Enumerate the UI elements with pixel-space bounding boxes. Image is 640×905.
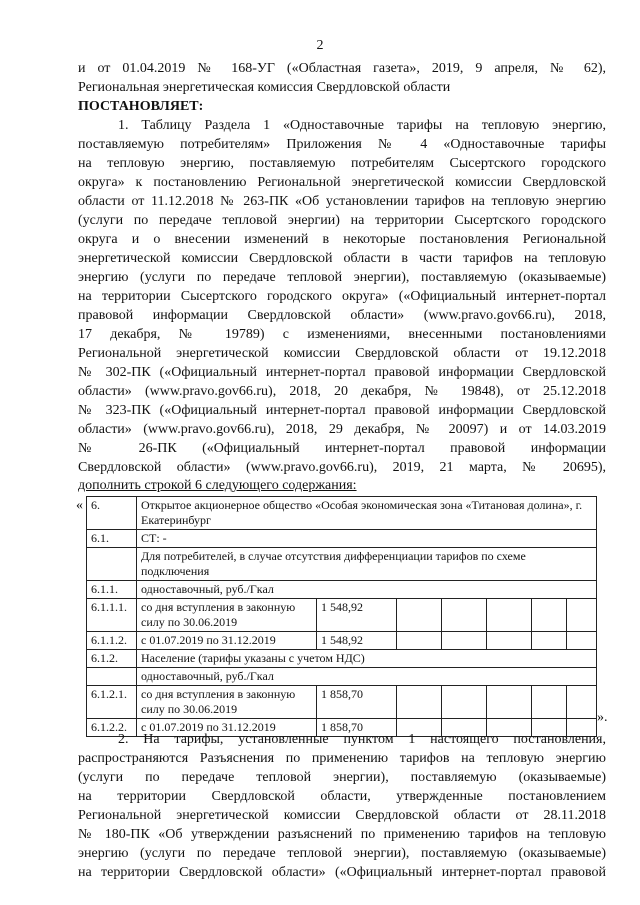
- row-number: 6.: [87, 497, 137, 530]
- text-line: дополнить строкой 6 следующего содержания:: [78, 478, 357, 493]
- text-line: области» (www.pravo.gov66.ru), 2018, 29 декабря, № 20097) и от 14.03.2019: [78, 422, 606, 437]
- quote-close: ».: [597, 710, 608, 725]
- period-cell: с 01.07.2019 по 31.12.2019: [137, 632, 317, 650]
- text-line: 1. Таблицу Раздела 1 «Одноставочные тарифы на тепловую энергию,: [118, 118, 606, 133]
- quote-open: «: [76, 498, 83, 513]
- period-cell: со дня вступления в законную силу по 30.06.2019: [137, 686, 317, 719]
- row-number: 6.1.1.2.: [87, 632, 137, 650]
- text-line: Региональной энергетической комиссии Свердловской области от 28.11.2018: [78, 808, 606, 823]
- text-line: на тепловую энергию, поставляемую потребителям Сысертского городского: [78, 156, 606, 171]
- text-line: 17 декабря, № 19789) с изменениями, внесенными постановлениями: [78, 327, 606, 342]
- text-line: Свердловской области» (www.pravo.gov66.ru), 2019, 21 марта, № 20695),: [78, 460, 606, 475]
- row-number: 6.1.1.1.: [87, 599, 137, 632]
- table-row: [87, 668, 597, 686]
- row-number: 6.1.1.: [87, 581, 137, 599]
- text-line: поставляемую потребителям» Приложения № 4 «Одноставочные тарифы: [78, 137, 606, 152]
- text-line: на территории Свердловской области» («Официальный интернет-портал правовой: [78, 865, 606, 880]
- table-row: [87, 530, 597, 548]
- table-row: [87, 650, 597, 668]
- text-line: Региональная энергетическая комиссия Свердловской области: [78, 80, 451, 95]
- text-line: Региональной энергетической комиссии Свердловской области от 19.12.2018: [78, 346, 606, 361]
- text-line: № 323-ПК («Официальный интернет-портал правовой информации Свердловской: [78, 403, 606, 418]
- text-line: на территории Сысертского городского округа» («Официальный интернет-портал: [78, 289, 606, 304]
- text-line: на территории Свердловской области, утвержденные постановлением: [78, 789, 606, 804]
- tariff-value-cell: 1 548,92: [317, 632, 397, 650]
- row-number: 6.1.2.1.: [87, 686, 137, 719]
- row-number: 6.1.2.2.: [87, 719, 137, 737]
- tariff-value-cell: 1 858,70: [317, 719, 397, 737]
- text-line: области» (www.pravo.gov66.ru), 2018, 20 декабря, № 19848), от 25.12.2018: [78, 384, 606, 399]
- text-line: правовой информации Свердловской области» (www.pravo.gov66.ru), 2018,: [78, 308, 606, 323]
- table-row: [87, 581, 597, 599]
- page-number: 2: [316, 38, 324, 53]
- text-line: округа» к постановлению Региональной энергетической комиссии Свердловской: [78, 175, 606, 190]
- row-number: 6.1.: [87, 530, 137, 548]
- table-row: [87, 548, 597, 581]
- table-row: [87, 686, 597, 719]
- text-line: области от 11.12.2018 № 263-ПК «Об установлении тарифов на тепловую энергию: [78, 194, 606, 209]
- row-number: 6.1.2.: [87, 650, 137, 668]
- period-cell: со дня вступления в законную силу по 30.06.2019: [137, 599, 317, 632]
- tariff-type-cell: одноставочный, руб./Гкал: [137, 668, 597, 686]
- tariff-value-cell: 1 858,70: [317, 686, 397, 719]
- resolution-heading: ПОСТАНОВЛЯЕТ:: [78, 99, 204, 114]
- text-line: энергетической комиссии Свердловской области в части тарифов на тепловую: [78, 251, 606, 266]
- period-cell: с 01.07.2019 по 31.12.2019: [137, 719, 317, 737]
- text-line: энергию (услуги по передаче тепловой энергии), поставляемую (оказываемые): [78, 846, 606, 861]
- table-row: [87, 497, 597, 530]
- text-line: и от 01.04.2019 № 168-УГ («Областная газета», 2019, 9 апреля, № 62),: [78, 61, 606, 76]
- table-row: [87, 599, 597, 632]
- tariff-value-cell: 1 548,92: [317, 599, 397, 632]
- table-row: [87, 632, 597, 650]
- text-line: округа и о внесении изменений в некоторые постановления Региональной: [78, 232, 606, 247]
- text-line: 2. На тарифы, установленные пунктом 1 настоящего постановления,: [118, 732, 606, 747]
- consumer-group-cell: Население (тарифы указаны с учетом НДС): [137, 650, 597, 668]
- tariff-type-cell: одноставочный, руб./Гкал: [137, 581, 597, 599]
- taxation-cell: СТ: -: [137, 530, 597, 548]
- org-name-cell: Открытое акционерное общество «Особая экономическая зона «Титановая долина», г. Екатеринбург: [137, 497, 597, 530]
- text-line: № 302-ПК («Официальный интернет-портал правовой информации Свердловской: [78, 365, 606, 380]
- text-line: распространяются Разъяснения по применению тарифов на тепловую энергию: [78, 751, 606, 766]
- text-line: (услуги по передаче тепловой энергии), поставляемую (оказываемые): [78, 770, 606, 785]
- text-line: (услуги по передаче тепловой энергии) на территории Сысертского городского: [78, 213, 606, 228]
- text-line: энергию (услуги по передаче тепловой энергии), поставляемую (оказываемые): [78, 270, 606, 285]
- consumer-group-cell: Для потребителей, в случае отсутствия дифференциации тарифов по схеме подключения: [137, 548, 597, 581]
- tariff-table: [86, 496, 597, 737]
- text-line: № 26-ПК («Официальный интернет-портал правовой информации: [78, 441, 606, 456]
- text-line: № 180-ПК «Об утверждении разъяснений по применению тарифов на тепловую: [78, 827, 606, 842]
